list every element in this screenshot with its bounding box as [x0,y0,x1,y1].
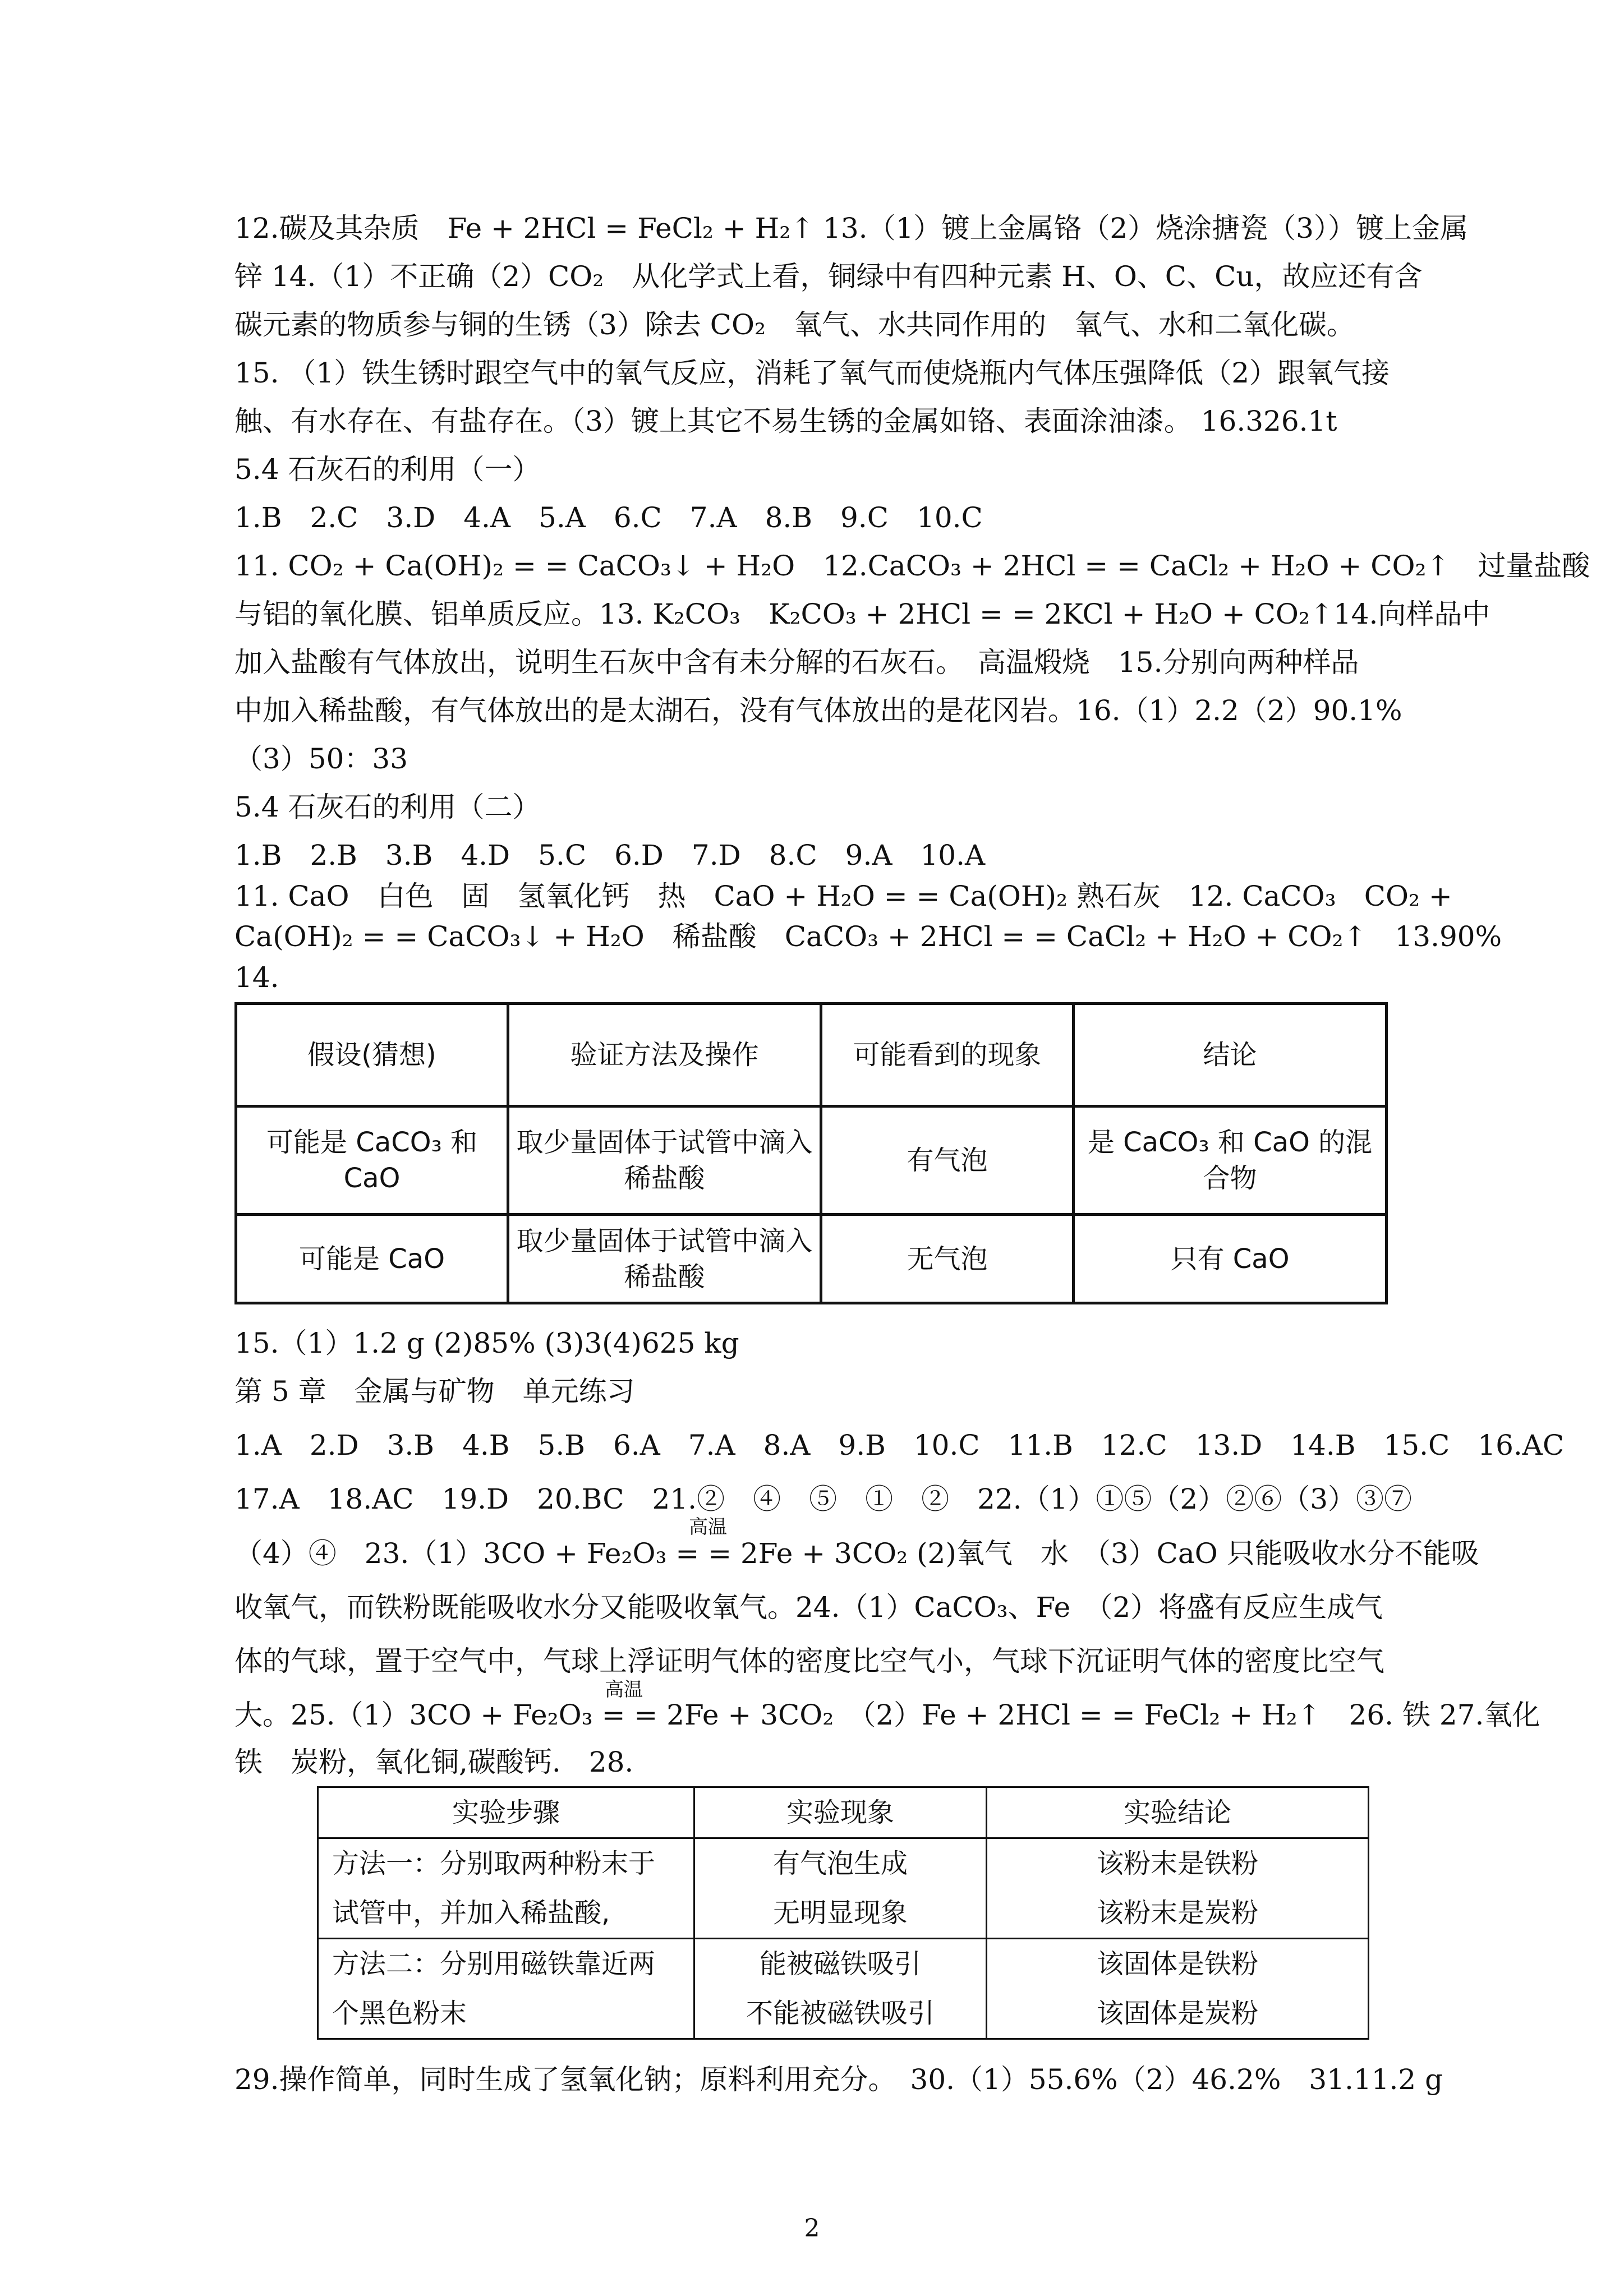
text-line: 1.A 2.D 3.B 4.B 5.B 6.A 7.A 8.A 9.B 10.C 11.B 12.C 13.D 14.B 15.C 16.AC [234,1429,1565,1461]
table-cell: 是 CaCO₃ 和 CaO 的混合物 [1074,1106,1387,1215]
table-cell: 取少量固体于试管中滴入稀盐酸 [508,1106,821,1215]
text-line: Ca(OH)₂ = = CaCO₃↓ + H₂O 稀盐酸 CaCO₃ + 2HCl = = CaCl₂ + H₂O + CO₂↑ 13.90% [234,920,1502,953]
text-line: （4）④ 23.（1）3CO + Fe₂O₃ = = 2Fe + 3CO₂ (2)氧气 水 （3）CaO 只能吸收水分不能吸 [234,1537,1479,1570]
text-line: 12.碳及其杂质 Fe + 2HCl = FeCl₂ + H₂↑ 13.（1）镀上金属铬（2）烧涂搪瓷（3））镀上金属 [234,212,1468,245]
table-header: 可能看到的现象 [821,1004,1074,1106]
text-line: 碳元素的物质参与铜的生锈（3）除去 CO₂ 氧气、水共同作用的 氧气、水和二氧化碳。 [234,308,1355,341]
text-line: 1.B 2.B 3.B 4.D 5.C 6.D 7.D 8.C 9.A 10.A [234,839,986,872]
text-line: 中加入稀盐酸，有气体放出的是太湖石，没有气体放出的是花冈岩。16.（1）2.2（2）90.1% [234,694,1402,727]
gaowen-condition-label: 高温 [605,1679,643,1701]
experiment-table [317,1786,1369,2040]
text-line: 体的气球，置于空气中，气球上浮证明气体的密度比空气小，气球下沉证明气体的密度比空气 [234,1645,1384,1677]
chapter-heading: 第 5 章 金属与矿物 单元练习 [234,1375,635,1408]
table-cell-line: 能被磁铁吸引 [759,1948,921,1980]
text-line: 11. CO₂ + Ca(OH)₂ = = CaCO₃↓ + H₂O 12.CaCO₃ + 2HCl = = CaCl₂ + H₂O + CO₂↑ 过量盐酸 [234,550,1590,582]
table-cell: 无气泡 [821,1215,1074,1303]
table-cell: 有气泡 [821,1106,1074,1215]
text-line: 1.B 2.C 3.D 4.A 5.A 6.C 7.A 8.B 9.C 10.C [234,501,983,534]
text-line: （3）50：33 [234,743,408,775]
text-line: 铁 炭粉，氧化铜,碳酸钙. 28. [234,1746,634,1778]
gaowen-condition-label: 高温 [689,1516,727,1538]
table-cell-line: 该固体是炭粉 [1096,1998,1258,2029]
table-cell [694,1939,987,2039]
page-number: 2 [804,2214,820,2243]
text-line: 与铝的氧化膜、铝单质反应。13. K₂CO₃ K₂CO₃ + 2HCl = = 2KCl + H₂O + CO₂↑14.向样品中 [234,598,1490,630]
table-cell: 可能是 CaCO₃ 和 CaO [236,1106,508,1215]
section-heading: 5.4 石灰石的利用（一） [234,453,541,486]
table-cell: 方法一：分别取两种粉末于试管中，并加入稀盐酸, [318,1838,694,1939]
text-line: 触、有水存在、有盐存在。（3）镀上其它不易生锈的金属如铬、表面涂油漆。 16.326.1t [234,405,1337,437]
text-line: 11. CaO 白色 固 氢氧化钙 热 CaO + H₂O = = Ca(OH)₂ 熟石灰 12. CaCO₃ CO₂ + [234,880,1452,912]
table-cell-line: 不能被磁铁吸引 [746,1998,935,2029]
text-line: 15.（1）1.2 g (2)85% (3)3(4)625 kg [234,1327,739,1359]
table-header: 假设(猜想) [236,1004,508,1106]
text-line: 加入盐酸有气体放出，说明生石灰中含有未分解的石灰石。 高温煅烧 15.分别向两种样品 [234,646,1359,679]
table-cell: 方法二：分别用磁铁靠近两个黑色粉末 [318,1939,694,2039]
table-header: 实验结论 [987,1787,1369,1838]
table-cell-line: 该粉末是铁粉 [1096,1848,1258,1879]
table-cell: 只有 CaO [1074,1215,1387,1303]
text-line: 29.操作简单，同时生成了氢氧化钠；原料利用充分。 30.（1）55.6%（2）46.2% 31.11.2 g [234,2063,1443,2096]
table-cell: 可能是 CaO [236,1215,508,1303]
table-header: 结论 [1074,1004,1387,1106]
text-line: 锌 14.（1）不正确（2）CO₂ 从化学式上看，铜绿中有四种元素 H、O、C、Cu，故应还有含 [234,260,1423,293]
section-heading: 5.4 石灰石的利用（二） [234,791,541,823]
table-header: 验证方法及操作 [508,1004,821,1106]
table-cell-line: 该固体是铁粉 [1096,1948,1258,1980]
text-line: 15. （1）铁生锈时跟空气中的氧气反应，消耗了氧气而使烧瓶内气体压强降低（2）跟氧气接 [234,357,1390,389]
text-line: 收氧气，而铁粉既能吸收水分又能吸收氧气。24.（1）CaCO₃、Fe （2）将盛有反应生成气 [234,1591,1383,1624]
table-cell-line: 该粉末是炭粉 [1096,1897,1258,1929]
table-cell-line: 无明显现象 [772,1897,908,1929]
table-cell-line: 有气泡生成 [772,1848,908,1879]
table-cell [987,1838,1369,1939]
text-line: 14. [234,961,279,994]
table-header: 实验步骤 [318,1787,694,1838]
hypothesis-table [234,1002,1388,1304]
text-line: 大。25.（1）3CO + Fe₂O₃ = = 2Fe + 3CO₂ （2）Fe + 2HCl = = FeCl₂ + H₂↑ 26. 铁 27.氧化 [234,1699,1540,1731]
table-header: 实验现象 [694,1787,987,1838]
table-cell: 取少量固体于试管中滴入稀盐酸 [508,1215,821,1303]
text-line: 17.A 18.AC 19.D 20.BC 21.② ④ ⑤ ① ② 22.（1）①⑤（2）②⑥（3）③⑦ [234,1483,1413,1515]
table-cell [694,1838,987,1939]
table-cell [987,1939,1369,2039]
